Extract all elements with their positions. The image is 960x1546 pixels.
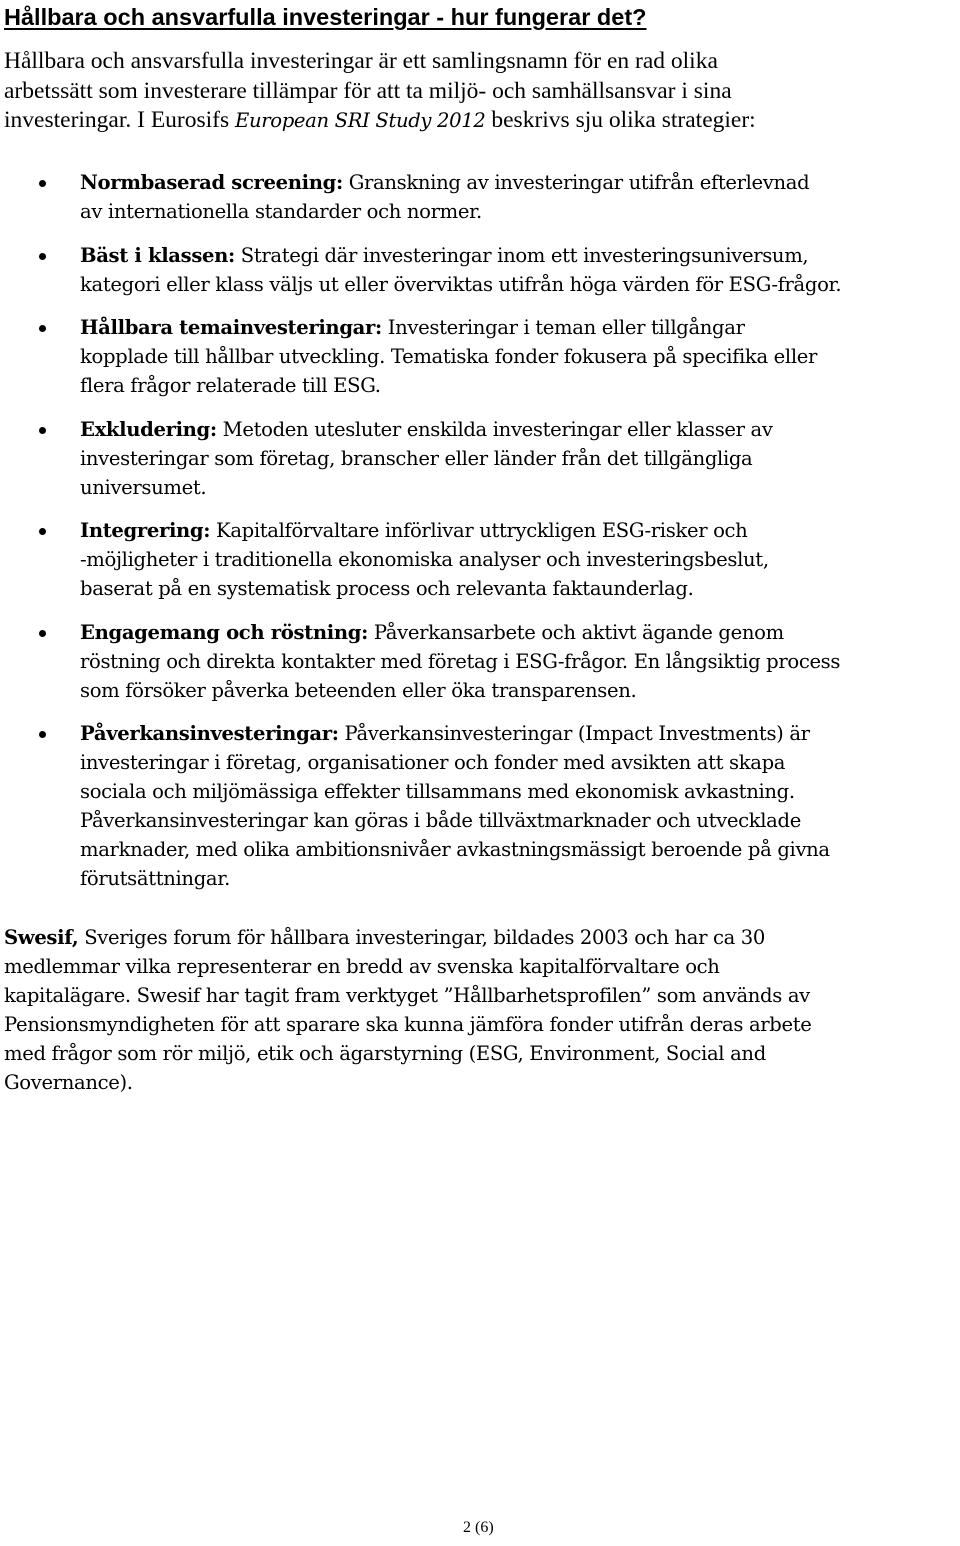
page-heading: Hållbara och ansvarfulla investeringar - hur fungerar det? xyxy=(4,4,647,30)
strategy-text: kopplade till hållbar utveckling. Tematiska fonder fokusera på specifika eller xyxy=(80,345,818,368)
strategy-text: Kapitalförvaltare införlivar uttryckligen ESG-risker och xyxy=(210,519,748,542)
strategy-text: Påverkansinvesteringar kan göras i både tillväxtmarknader och utvecklade xyxy=(80,809,801,832)
strategy-text: Granskning av investeringar utifrån efterlevnad xyxy=(342,171,810,194)
intro-line xyxy=(4,106,944,136)
strategy-item xyxy=(80,241,958,299)
strategy-term: Hållbara temainvesteringar: xyxy=(80,316,382,339)
intro-line: Hållbara och ansvarsfulla investeringar är ett samlingsnamn för en rad olika xyxy=(4,48,718,74)
swesif-text: Pensionsmyndigheten för att sparare ska kunna jämföra fonder utifrån deras arbete xyxy=(4,1013,812,1036)
intro-text: beskrivs sju olika strategier: xyxy=(485,107,756,133)
bullet-dot-icon xyxy=(39,630,46,637)
strategy-item xyxy=(80,618,958,705)
bullet-dot-icon xyxy=(39,180,46,187)
strategy-text: universumet. xyxy=(80,476,207,499)
strategy-item xyxy=(80,719,958,893)
strategy-text: marknader, med olika ambitionsnivåer avkastningsmässigt beroende på givna xyxy=(80,838,830,861)
swesif-name: Swesif, xyxy=(4,926,79,949)
swesif-text: medlemmar vilka representerar en bredd av svenska kapitalförvaltare och xyxy=(4,955,720,978)
strategy-term: Bäst i klassen: xyxy=(80,244,235,267)
strategy-text: Investeringar i teman eller tillgångar xyxy=(381,316,745,339)
strategy-item xyxy=(80,516,958,603)
strategy-term: Engagemang och röstning: xyxy=(80,621,368,644)
bullet-dot-icon xyxy=(39,731,46,738)
bullet-dot-icon xyxy=(39,253,46,260)
strategy-term: Normbaserad screening: xyxy=(80,171,343,194)
strategy-item xyxy=(80,168,958,226)
swesif-paragraph xyxy=(4,923,954,1097)
strategy-term: Exkludering: xyxy=(80,418,217,441)
strategy-text: baserat på en systematisk process och relevanta faktaunderlag. xyxy=(80,577,694,600)
strategy-text: röstning och direkta kontakter med företag i ESG-frågor. En långsiktig process xyxy=(80,650,841,673)
strategy-text: investeringar som företag, branscher eller länder från det tillgängliga xyxy=(80,447,753,470)
bullet-dot-icon xyxy=(39,325,46,332)
page-number: 2 (6) xyxy=(463,1519,494,1536)
strategy-text: Metoden utesluter enskilda investeringar eller klasser av xyxy=(216,418,773,441)
strategy-text: flera frågor relaterade till ESG. xyxy=(80,374,381,397)
swesif-text: kapitalägare. Swesif har tagit fram verktyget ”Hållbarhetsprofilen” som används av xyxy=(4,984,810,1007)
strategy-item xyxy=(80,313,958,400)
intro-line: arbetssätt som investerare tillämpar för att ta miljö- och samhällsansvar i sina xyxy=(4,77,732,104)
intro-paragraph xyxy=(4,47,944,136)
strategy-text: som försöker påverka beteenden eller öka transparensen. xyxy=(80,679,637,702)
strategy-text: -möjligheter i traditionella ekonomiska analyser och investeringsbeslut, xyxy=(80,548,769,571)
bullet-dot-icon xyxy=(39,427,46,434)
strategy-text: av internationella standarder och normer. xyxy=(80,200,482,223)
study-title: European SRI Study 2012 xyxy=(235,109,486,132)
strategy-term: Påverkansinvesteringar: xyxy=(80,722,339,745)
strategy-text: Påverkansarbete och aktivt ägande genom xyxy=(367,621,784,644)
intro-text: investeringar. I Eurosifs xyxy=(4,107,236,133)
swesif-text: Governance). xyxy=(4,1071,133,1094)
strategy-text: Strategi där investeringar inom ett investeringsuniversum, xyxy=(234,244,809,267)
swesif-text: med frågor som rör miljö, etik och ägarstyrning (ESG, Environment, Social and xyxy=(4,1042,766,1065)
strategy-item xyxy=(80,415,958,502)
strategy-text: förutsättningar. xyxy=(80,867,230,890)
strategy-term: Integrering: xyxy=(80,519,211,542)
strategy-text: kategori eller klass väljs ut eller överviktas utifrån höga värden för ESG-frågor. xyxy=(80,273,842,296)
strategy-text: investeringar i företag, organisationer och fonder med avsikten att skapa xyxy=(80,751,786,774)
strategy-text: sociala och miljömässiga effekter tillsammans med ekonomisk avkastning. xyxy=(80,780,795,803)
swesif-text: Sveriges forum för hållbara investeringar, bildades 2003 och har ca 30 xyxy=(78,926,766,949)
bullet-dot-icon xyxy=(39,528,46,535)
strategy-text: Påverkansinvesteringar (Impact Investments) är xyxy=(338,722,810,745)
